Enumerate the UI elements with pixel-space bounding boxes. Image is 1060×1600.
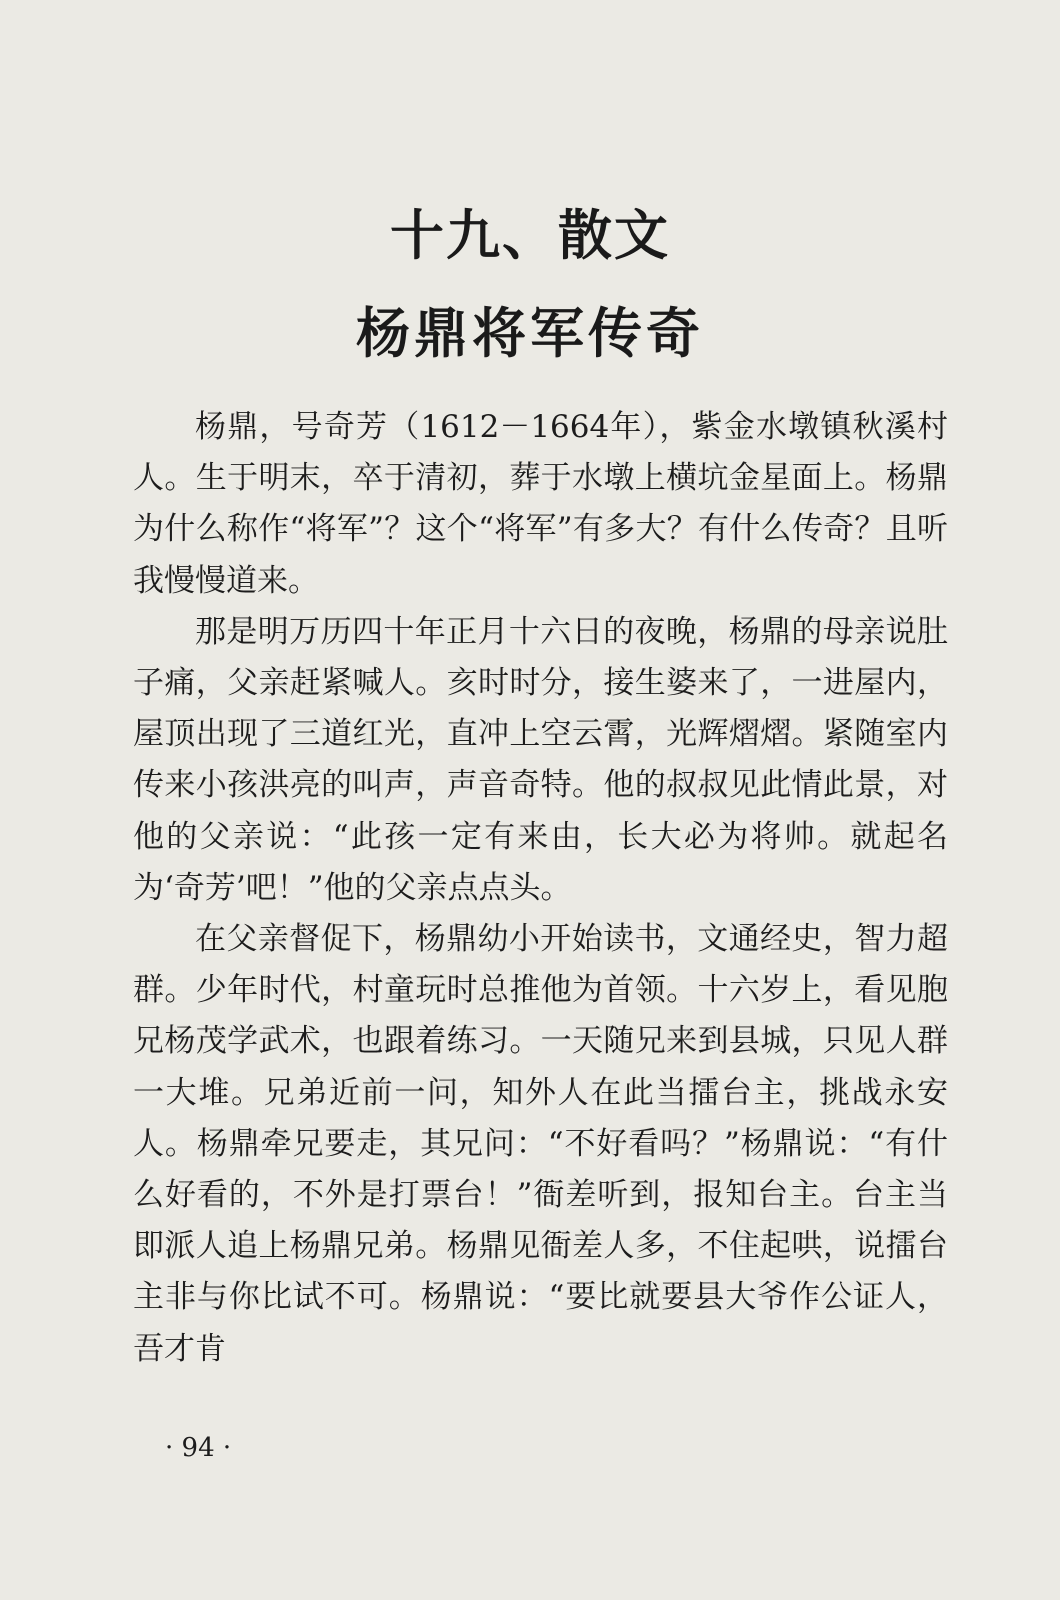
article-body	[133, 402, 948, 1375]
paragraph: 杨鼎，号奇芳（1612－1664年），紫金水墩镇秋溪村人。生于明末，卒于清初，葬于水墩上横坑金星面上。杨鼎为什么称作“将军”？这个“将军”有多大？有什么传奇？且听我慢慢道来。	[133, 409, 948, 599]
page-number: · 94 ·	[165, 1433, 232, 1463]
paragraph: 在父亲督促下，杨鼎幼小开始读书，文通经史，智力超群。少年时代，村童玩时总推他为首领。十六岁上，看见胞兄杨茂学武术，也跟着练习。一天随兄来到县城，只见人群一大堆。兄弟近前一问，知外人在此当擂台主，挑战永安人。杨鼎牵兄要走，其兄问：“不好看吗？”杨鼎说：“有什么好看的，不外是打票台！”衙差听到，报知台主。台主当即派人追上杨鼎兄弟。杨鼎见衙差人多，不住起哄，说擂台主非与你比试不可。杨鼎说：“要比就要县大爷作公证人，吾才肯	[133, 921, 948, 1367]
paragraph: 那是明万历四十年正月十六日的夜晚，杨鼎的母亲说肚子痛，父亲赶紧喊人。亥时时分，接生婆来了，一进屋内，屋顶出现了三道红光，直冲上空云霄，光辉熠熠。紧随室内传来小孩洪亮的叫声，声音奇特。他的叔叔见此情此景，对他的父亲说：“此孩一定有来由，长大必为将帅。就起名为‘奇芳’吧！”他的父亲点点头。	[133, 613, 948, 906]
chapter-title: 十九、散文	[390, 203, 670, 267]
article-title: 杨鼎将军传奇	[356, 301, 704, 365]
